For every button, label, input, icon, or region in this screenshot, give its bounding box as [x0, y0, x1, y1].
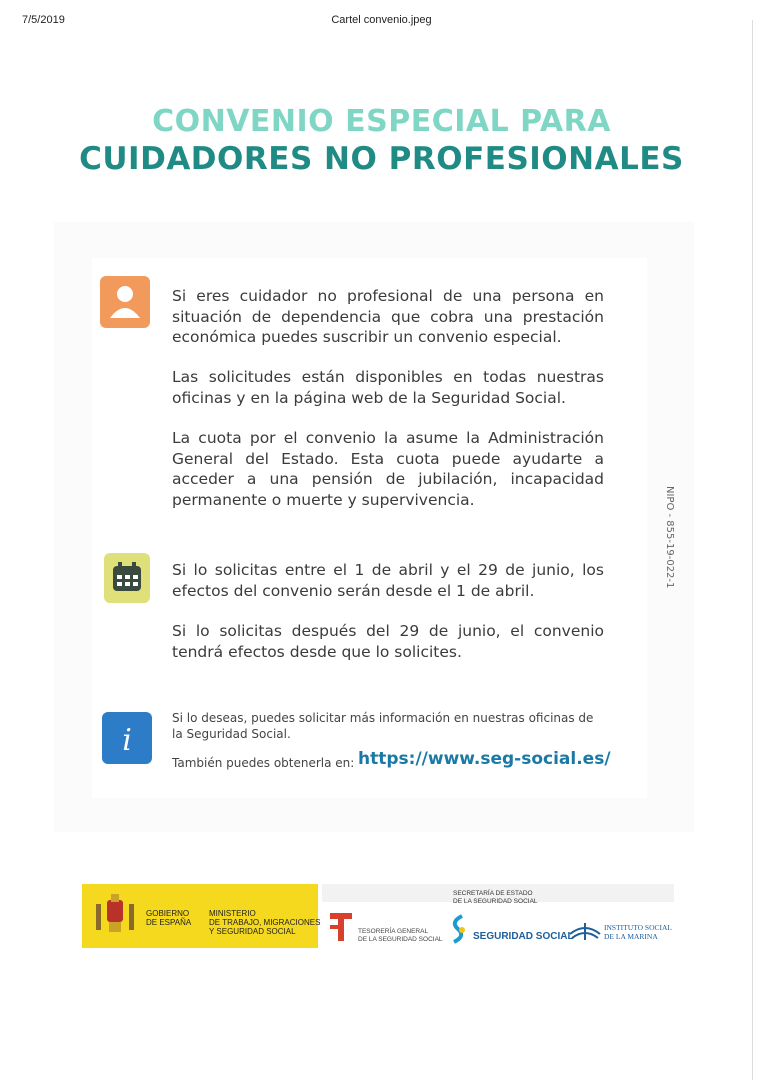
- user-icon: [100, 276, 150, 328]
- seguridad-social-logo-icon: [448, 914, 468, 944]
- section1-paragraph-3: La cuota por el convenio la asume la Administración General del Estado. Esta cuota puede ayudarte a acceder a una pensión de jubilación, incapacidad permanente o muerte y supervivencia.: [172, 429, 604, 509]
- print-filename: Cartel convenio.jpeg: [331, 14, 432, 26]
- coat-of-arms-icon: [92, 892, 138, 942]
- print-date: 7/5/2019: [22, 14, 65, 26]
- tesoreria-label: TESORERÍA GENERAL DE LA SEGURIDAD SOCIAL: [358, 928, 443, 943]
- section1-paragraph-2: Las solicitudes están disponibles en todas nuestras oficinas y en la página web de la Seguridad Social.: [172, 368, 604, 407]
- title-line-2: CUIDADORES NO PROFESIONALES: [79, 141, 684, 177]
- calendar-icon: [104, 553, 150, 603]
- section3-paragraph-2: También puedes obtenerla en:: [172, 756, 355, 770]
- ministerio-label: MINISTERIO DE TRABAJO, MIGRACIONES Y SEGURIDAD SOCIAL: [209, 909, 321, 936]
- title-line-1: CONVENIO ESPECIAL PARA: [152, 104, 611, 139]
- gobierno-label: GOBIERNO DE ESPAÑA: [146, 909, 192, 927]
- section2-paragraph-2: Si lo solicitas después del 29 de junio, el convenio tendrá efectos desde que lo solicites.: [172, 622, 604, 661]
- section1-paragraph-1: Si eres cuidador no profesional de una persona en situación de dependencia que cobra una prestación económica puedes suscribir un convenio especial.: [172, 287, 604, 346]
- info-icon: [102, 712, 152, 764]
- tesoreria-logo-icon: [330, 913, 354, 941]
- instituto-marina-label: INSTITUTO SOCIAL DE LA MARINA: [604, 923, 672, 941]
- section3-paragraph-1: Si lo deseas, puedes solicitar más información en nuestras oficinas de la Seguridad Social.: [172, 711, 594, 741]
- instituto-marina-logo-icon: [568, 920, 602, 942]
- page-edge: [752, 20, 753, 1080]
- section2-paragraph-1: Si lo solicitas entre el 1 de abril y el 29 de junio, los efectos del convenio serán desde el 1 de abril.: [172, 561, 604, 600]
- seguridad-social-label: SEGURIDAD SOCIAL: [473, 931, 574, 942]
- nipo-code: NIPO - 855-19-022-1: [664, 486, 675, 589]
- website-link[interactable]: https://www.seg-social.es/: [358, 749, 611, 769]
- secretaria-label: SECRETARÍA DE ESTADO DE LA SEGURIDAD SOCIAL: [453, 890, 538, 905]
- svg-text:i: i: [122, 723, 132, 758]
